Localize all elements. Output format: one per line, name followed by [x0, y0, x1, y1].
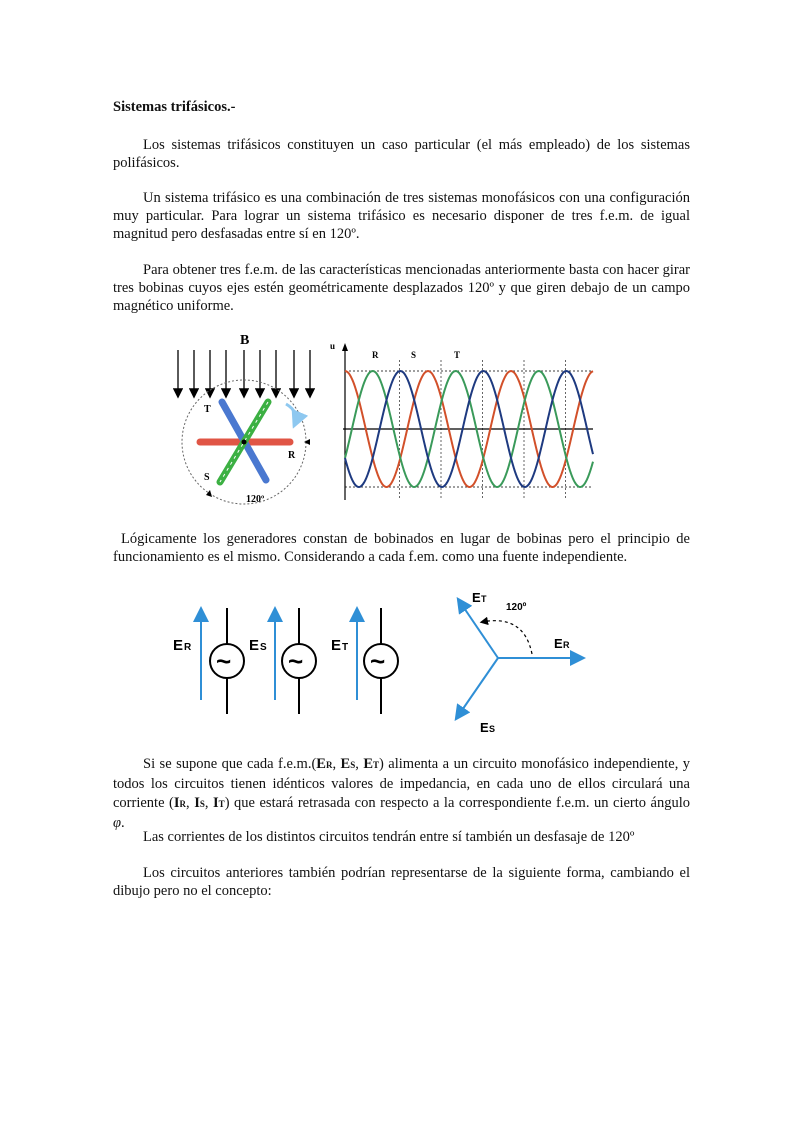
phasor-ES: [458, 658, 498, 716]
svg-text:R: R: [563, 640, 570, 650]
angle-label: 120º: [246, 494, 265, 505]
ac-symbol: ~: [370, 646, 386, 676]
svg-text:T: T: [481, 594, 487, 604]
ac-symbol: ~: [216, 646, 232, 676]
ER-label: E: [554, 636, 563, 651]
coil-T-label: T: [204, 404, 211, 415]
svg-text:E: E: [331, 637, 342, 654]
rotation-arrow: [286, 404, 296, 426]
paragraph-3: Para obtener tres f.e.m. de las características mencionadas anteriormente basta con hacer girar tres bobinas cuyos ejes estén geométricamente desplazados 120º y que giren debajo de un campo magnético uniforme.: [113, 262, 690, 314]
u-axis-label: u: [330, 341, 336, 351]
section-heading: Sistemas trifásicos.-: [113, 99, 236, 115]
series-S-label: S: [411, 350, 417, 360]
svg-text:S: S: [489, 724, 496, 734]
field-label: B: [240, 333, 250, 348]
paragraph-1: Los sistemas trifásicos constituyen un caso particular (el más empleado) de los sistemas polifásicos.: [113, 137, 690, 171]
source-S: [249, 608, 316, 714]
independent-sources-figure: [165, 600, 425, 720]
svg-text:T: T: [342, 642, 349, 653]
svg-text:E: E: [173, 637, 184, 654]
paragraph-5: Si se supone que cada f.e.m.(ER, ES, ET) alimenta a un circuito monofásico independiente, y todos los circuitos tienen idénticos valores de impedancia, en cada uno de ellos circulará una corriente (IR, IS, IT) que estará retrasada con respecto a la correspondiente f.e.m. un cierto ángulo φ.: [113, 756, 691, 831]
source-T: [331, 608, 398, 714]
ET-label: E: [472, 590, 481, 605]
svg-text:R: R: [184, 642, 192, 653]
three-phase-waveform: [325, 340, 600, 505]
series-R-label: R: [372, 350, 379, 360]
coil-R-label: R: [288, 450, 296, 461]
ES-label: E: [480, 720, 489, 735]
paragraph-4: Lógicamente los generadores constan de bobinados en lugar de bobinas pero el principio de funcionamiento es el mismo. Considerando a cada f.em. como una fuente independiente.: [113, 531, 690, 565]
paragraph-7: Los circuitos anteriores también podrían representarse de la siguiente forma, cambiando el dibujo pero no el concepto:: [113, 865, 690, 899]
ac-symbol: ~: [288, 646, 304, 676]
paragraph-6: Las corrientes de los distintos circuitos tendrán entre sí también un desfasaje de 120º: [143, 829, 635, 845]
phasor-ET: [460, 602, 498, 658]
phasor-angle-label: 120º: [506, 602, 527, 613]
rotating-coils-figure: [160, 330, 325, 510]
field-arrows: [178, 350, 310, 396]
coil-S-label: S: [204, 472, 210, 483]
phasor-diagram: [440, 582, 595, 737]
source-R: [173, 608, 244, 714]
series-T-label: T: [454, 350, 461, 360]
svg-text:S: S: [260, 642, 267, 653]
paragraph-2: Un sistema trifásico es una combinación de tres sistemas monofásicos con una configuración muy particular. Para lograr un sistema trifásico es necesario disponer de tres f.e.m. de igual magnitud pero desfasadas entre sí en 120º.: [113, 190, 690, 242]
angle-arc: [482, 621, 532, 654]
svg-text:E: E: [249, 637, 260, 654]
